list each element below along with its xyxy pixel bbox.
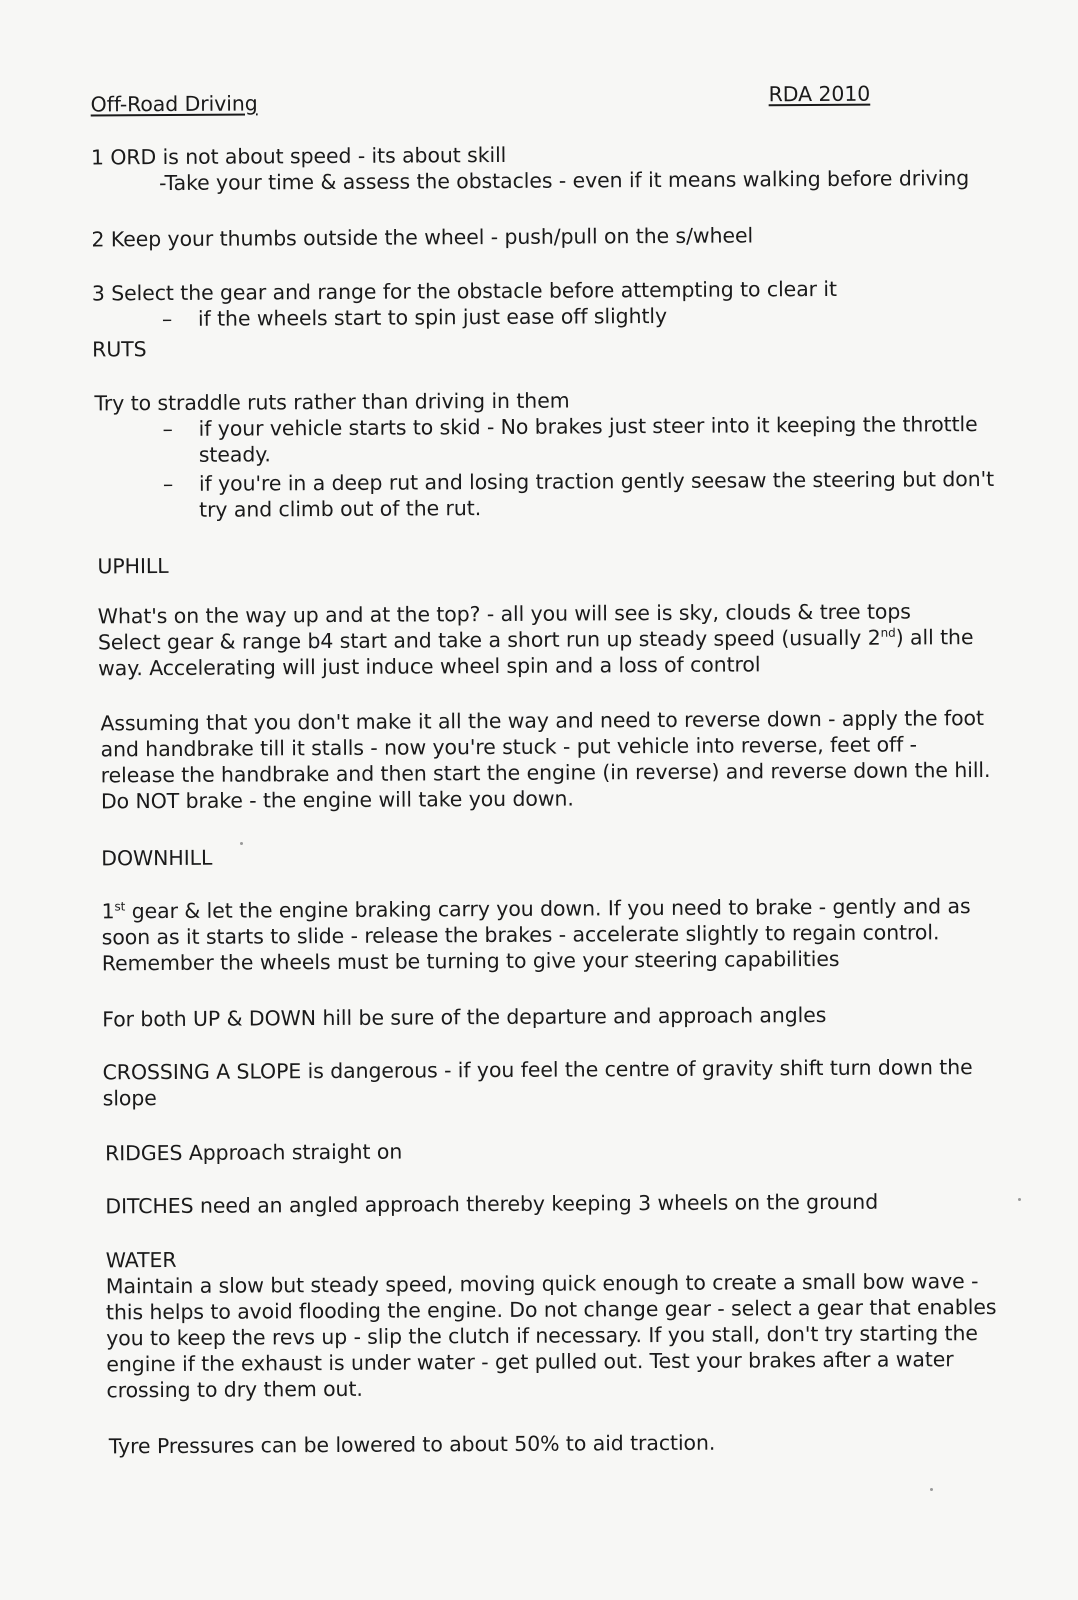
section-heading-uphill: UPHILL [97, 553, 169, 579]
downhill-line-2: soon as it starts to slide - release the brakes - accelerate slightly to regain control. [101, 920, 940, 950]
ruts-intro: Try to straddle ruts rather than driving in them [94, 388, 570, 416]
crossing-slope-line-1: CROSSING A SLOPE is dangerous - if you feel the centre of gravity shift turn down the [102, 1055, 973, 1085]
tip-3: 3 Select the gear and range for the obstacle before attempting to clear it [91, 276, 837, 306]
tyre-pressure-note: Tyre Pressures can be lowered to about 50% to aid traction. [108, 1430, 716, 1459]
crossing-slope-line-2: slope [102, 1086, 157, 1111]
document-reference: RDA 2010 [768, 81, 871, 107]
bullet-dash: – [161, 306, 173, 332]
both-hills-note: For both UP & DOWN hill be sure of the departure and approach angles [102, 1002, 827, 1032]
water-line-4: engine if the exhaust is under water - get pulled out. Test your brakes after a water [106, 1347, 954, 1377]
uphill-para-2-line-2: and handbrake till it stalls - now you're stuck - put vehicle into reverse, feet off - [100, 732, 917, 762]
scan-speck [1018, 1198, 1021, 1201]
water-line-1: Maintain a slow but steady speed, moving quick enough to create a small bow wave - [105, 1269, 979, 1299]
ruts-bullet-1-cont: steady. [198, 442, 271, 467]
uphill-para-1-line-3: way. Accelerating will just induce wheel spin and a loss of control [98, 652, 761, 681]
section-heading-downhill: DOWNHILL [101, 845, 213, 871]
downhill-line-1: 1st gear & let the engine braking carry you down. If you need to brake - gently and as [101, 894, 971, 924]
water-line-5: crossing to dry them out. [106, 1376, 363, 1403]
tip-1: 1 ORD is not about speed - its about skill [90, 142, 507, 170]
tip-2: 2 Keep your thumbs outside the wheel - push/pull on the s/wheel [91, 223, 754, 252]
bullet-dash: – [162, 471, 174, 497]
bullet-dash: – [162, 416, 173, 442]
uphill-para-1-line-2: Select gear & range b4 start and take a short run up steady speed (usually 2nd) all the [97, 625, 974, 655]
ruts-bullet-2-cont: try and climb out of the rut. [199, 496, 482, 522]
document-title: Off-Road Driving [90, 91, 258, 117]
water-line-2: this helps to avoid flooding the engine. Do not change gear - select a gear that enables [105, 1294, 997, 1325]
ditches-note: DITCHES need an angled approach thereby keeping 3 wheels on the ground [105, 1189, 879, 1219]
scan-speck [240, 842, 243, 845]
tip-3-detail: if the wheels start to spin just ease off slightly [197, 303, 668, 331]
uphill-para-2-line-3: release the handbrake and then start the engine (in reverse) and reverse down the hill. [100, 757, 991, 788]
ruts-bullet-1: if your vehicle starts to skid - No brakes just steer into it keeping the throttle [198, 412, 978, 441]
uphill-para-1-line-1: What's on the way up and at the top? - all you will see is sky, clouds & tree tops [97, 599, 911, 629]
section-heading-ruts: RUTS [92, 337, 147, 362]
downhill-line-3: Remember the wheels must be turning to give your steering capabilities [101, 946, 840, 976]
section-heading-water: WATER [105, 1247, 177, 1273]
tip-1-detail: -Take your time & assess the obstacles - even if it means walking before driving [159, 166, 970, 196]
ruts-bullet-2: if you're in a deep rut and losing traction gently seesaw the steering but don't [198, 466, 995, 496]
water-line-3: you to keep the revs up - slip the clutch if necessary. If you stall, don't try starting the [106, 1321, 978, 1351]
ridges-note: RIDGES Approach straight on [104, 1139, 403, 1166]
uphill-para-2-line-1: Assuming that you don't make it all the way and need to reverse down - apply the foot [100, 706, 984, 736]
uphill-para-2-line-4: Do NOT brake - the engine will take you down. [100, 786, 574, 814]
scan-speck [930, 1488, 933, 1491]
